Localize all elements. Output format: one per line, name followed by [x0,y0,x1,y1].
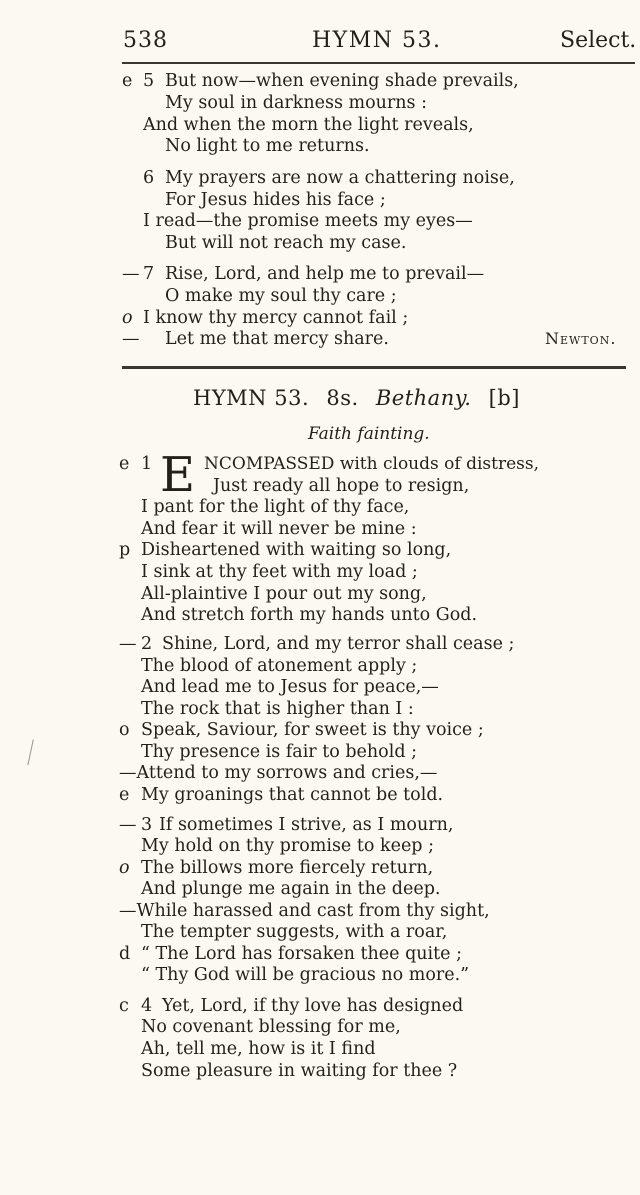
verse-line: —While harassed and cast from thy sight, [119,901,490,921]
dynamic-mark: e [119,454,130,474]
verse-line: Let me that mercy share. [165,329,389,349]
verse-line: My groanings that cannot be told. [141,785,444,805]
verse-line: And plunge me again in the deep. [141,879,441,899]
verse-number: 7 [143,264,155,284]
verse-line: And when the morn the light reveals, [143,115,474,135]
verse-number: 6 [143,168,155,188]
verse-line: And lead me to Jesus for peace,— [141,677,439,697]
verse-line: For Jesus hides his face ; [165,190,386,210]
verse-line: And fear it will never be mine : [141,519,417,539]
verse-line: I read—the promise meets my eyes— [143,211,473,231]
dynamic-mark: e [122,71,133,91]
dynamic-mark: c [119,996,129,1016]
header-rule [122,62,635,64]
dynamic-mark: e [119,785,130,805]
hymn-meter: 8s. [326,386,359,410]
hymn-heading [193,386,530,410]
verse-line: Just ready all hope to resign, [213,476,470,496]
dynamic-mark: d [119,944,131,964]
verse-number: 4 [141,996,153,1016]
verse-line: No covenant blessing for me, [141,1017,401,1037]
verse-line: The rock that is higher than I : [141,699,414,719]
verse-line: My hold on thy promise to keep ; [141,836,434,856]
verse-line: I pant for the light of thy face, [141,497,410,517]
dynamic-mark: — [119,634,137,654]
verse-number: 1 [141,454,153,474]
verse-line: Disheartened with waiting so long, [141,540,452,560]
verse-number: 5 [143,71,155,91]
hymn-tune: Bethany. [375,386,472,410]
verse-line: Shine, Lord, and my terror shall cease ; [162,634,515,654]
verse-line: O make my soul thy care ; [165,286,397,306]
dynamic-mark: o [119,858,130,878]
verse-line: Yet, Lord, if thy love has designed [162,996,464,1016]
verse-line: No light to me returns. [165,136,370,156]
running-header [0,28,640,60]
dynamic-mark: — [122,264,140,284]
verse-line: Speak, Saviour, for sweet is thy voice ; [141,720,484,740]
verse-line: Some pleasure in waiting for thee ? [141,1061,458,1081]
verse-line: And stretch forth my hands unto God. [141,605,478,625]
page-number: 538 [123,28,168,53]
hymn-key: [b] [488,386,520,410]
verse-number: 3 [141,815,153,835]
margin-pencil-mark [27,740,39,767]
verse-line: I sink at thy feet with my load ; [141,562,418,582]
verse-line: But will not reach my case. [165,233,407,253]
verse-number: 2 [141,634,153,654]
author-attribution: Newton. [545,329,617,348]
verse-line: Rise, Lord, and help me to prevail— [165,264,485,284]
verse-line: The blood of atonement apply ; [141,656,418,676]
verse-line: Thy presence is fair to behold ; [141,742,417,762]
verse-line: My prayers are now a chattering noise, [165,168,515,188]
verse-line: I know thy mercy cannot fail ; [143,308,409,328]
verse-line: “ Thy God will be gracious no more.” [141,965,470,985]
dynamic-mark: — [122,329,140,349]
verse-line: All-plaintive I pour out my song, [141,584,427,604]
verse-line: My soul in darkness mourns : [165,93,427,113]
header-section: Select. [560,28,637,53]
dynamic-mark: p [119,540,131,560]
hymn-subtitle: Faith fainting. [308,424,430,444]
dynamic-mark: o [122,308,133,328]
verse-line: —Attend to my sorrows and cries,— [119,763,438,783]
dynamic-mark: — [119,815,137,835]
verse-line: If sometimes I strive, as I mourn, [159,815,454,835]
verse-line: “ The Lord has forsaken thee quite ; [141,944,462,964]
verse-line: Ah, tell me, how is it I find [141,1039,376,1059]
verse-line: The billows more fiercely return, [141,858,434,878]
section-rule [122,366,626,369]
verse-line: NCOMPASSED with clouds of distress, [204,454,539,474]
hymn-title: HYMN 53. [193,386,310,410]
drop-cap: E [160,447,196,503]
verse-line: The tempter suggests, with a roar, [141,922,448,942]
header-title: HYMN 53. [312,28,442,53]
verse-line: But now—when evening shade prevails, [165,71,519,91]
dynamic-mark: o [119,720,130,740]
